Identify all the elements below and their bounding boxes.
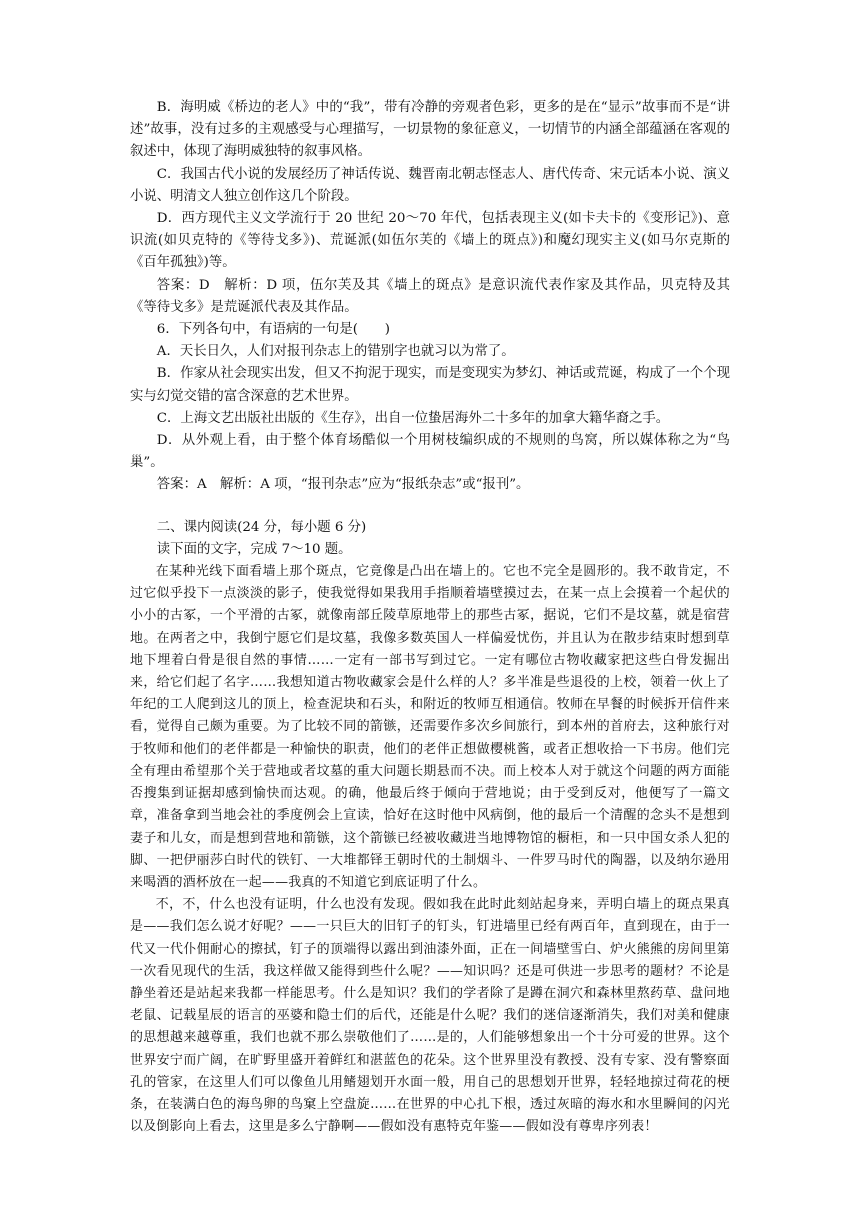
q5-option-c: C．我国古代小说的发展经历了神话传说、魏晋南北朝志怪志人、唐代传奇、宋元话本小说、演义小说、明清文人独立创作这几个阶段。 xyxy=(130,166,730,204)
passage-paragraph-1: 在某种光线下面看墙上那个斑点，它竟像是凸出在墙上的。它也不完全是圆形的。我不敢肯定，不过它似乎投下一点淡淡的影子，使我觉得如果我用手指顺着墙壁摸过去，在某一点上会摸着一个起伏的小小的古冢，一个平滑的古冢，就像南部丘陵草原地带上的那些古冢，据说，它们不是坟墓，就是宿营地。在两者之中，我倒宁愿它们是坟墓，我像多数英国人一样偏爱忧伤，并且认为在散步结束时想到草地下埋着白骨是很自然的事情……一定有一部书写到过它。一定有哪位古物收藏家把这些白骨发掘出来，给它们起了名字……我想知道古物收藏家会是什么样的人？多半准是些退役的上校，领着一伙上了年纪的工人爬到这儿的顶上，检查泥块和石头，和附近的牧师互相通信。牧师在早餐的时候拆开信件来看，觉得自己颇为重要。为了比较不同的箭镞，还需要作多次乡间旅行，到本州的首府去，这种旅行对于牧师和他们的老伴都是一种愉快的职责，他们的老伴正想做樱桃酱，或者正想收拾一下书房。他们完全有理由希望那个关于营地或者坟墓的重大问题长期悬而不决。而上校本人对于就这个问题的两方面能否搜集到证据却感到愉快而达观。的确，他最后终于倾向于营地说；由于受到反对，他便写了一篇文章，准备拿到当地会社的季度例会上宣读，恰好在这时他中风病倒，他的最后一个清醒的念头不是想到妻子和儿女，而是想到营地和箭镞，这个箭镞已经被收藏进当地博物馆的橱柜，和一只中国女杀人犯的脚、一把伊丽莎白时代的铁钉、一大堆都铎王朝时代的土制烟斗、一件罗马时代的陶器，以及纳尔逊用来喝酒的酒杯放在一起——我真的不知道它到底证明了什么。 xyxy=(130,564,730,890)
q5-answer: 答案：D 解析：D 项，伍尔芙及其《墙上的斑点》是意识流代表作家及其作品，贝克特及其《等待戈多》是荒诞派代表及其作品。 xyxy=(130,277,730,315)
q6-stem: 6．下列各句中，有语病的一句是( ) xyxy=(156,322,391,338)
reading-instruction: 读下面的文字，完成 7～10 题。 xyxy=(156,541,352,557)
section-2-heading: 二、课内阅读(24 分，每小题 6 分) xyxy=(156,519,367,535)
section-spacer xyxy=(130,497,730,517)
passage-paragraph-2: 不，不，什么也没有证明，什么也没有发现。假如我在此时此刻站起身来，弄明白墙上的斑点果真是——我们怎么说才好呢？——一只巨大的旧钉子的钉头，钉进墙里已经有两百年，直到现在，由于一代又一代仆佣耐心的擦拭，钉子的顶端得以露出到油漆外面，正在一间墙壁雪白、炉火熊熊的房间里第一次看见现代的生活，我这样做又能得到些什么呢？——知识吗？还是可供进一步思考的题材？不论是静坐着还是站起来我都一样能思考。什么是知识？我们的学者除了是蹲在洞穴和森林里熬药草、盘问地老鼠、记载星辰的语言的巫婆和隐士们的后代，还能是什么呢？我们的迷信逐渐消失，我们对美和健康的思想越来越尊重，我们也就不那么崇敬他们了……是的，人们能够想象出一个十分可爱的世界。这个世界安宁而广阔，在旷野里盛开着鲜红和湛蓝色的花朵。这个世界里没有教授、没有专家、没有警察面孔的管家，在这里人们可以像鱼儿用鳍翅划开水面一般，用自己的思想划开世界，轻轻地掠过荷花的梗条，在装满白色的海鸟卵的鸟窠上空盘旋……在世界的中心扎下根，透过灰暗的海水和水里瞬间的闪光以及倒影向上看去，这里是多么宁静啊——假如没有惠特克年鉴——假如没有尊卑序列表！ xyxy=(130,897,730,1135)
q6-option-a: A．天长日久，人们对报刊杂志上的错别字也就习以为常了。 xyxy=(156,344,515,360)
q5-option-b: B．海明威《桥边的老人》中的“我”，带有冷静的旁观者色彩，更多的是在“显示”故事而不是“讲述”故事，没有过多的主观感受与心理描写，一切景物的象征意义，一切情节的内涵全部蕴涵在客观的叙述中，体现了海明威独特的叙事风格。 xyxy=(130,100,730,160)
q6-option-b: B．作家从社会现实出发，但又不拘泥于现实，而是变现实为梦幻、神话或荒诞，构成了一个个现实与幻觉交错的富含深意的艺术世界。 xyxy=(130,366,730,404)
page-content xyxy=(130,97,730,1138)
q6-answer: 答案：A 解析：A 项，“报刊杂志”应为“报纸杂志”或“报刊”。 xyxy=(156,477,530,493)
reading-passage xyxy=(130,561,730,1138)
q6-option-d: D．从外观上看，由于整个体育场酷似一个用树枝编织成的不规则的鸟窝，所以媒体称之为“鸟巢”。 xyxy=(130,433,730,471)
q6-option-c: C．上海文艺出版社出版的《生存》，出自一位蛰居海外二十多年的加拿大籍华裔之手。 xyxy=(156,410,670,426)
q5-option-d: D．西方现代主义文学流行于 20 世纪 20～70 年代，包括表现主义(如卡夫卡的《变形记》)、意识流(如贝克特的《等待戈多》)、荒诞派(如伍尔芙的《墙上的斑点》)和魔幻现实主义(如马尔克斯的《百年孤独》)等。 xyxy=(130,211,730,271)
